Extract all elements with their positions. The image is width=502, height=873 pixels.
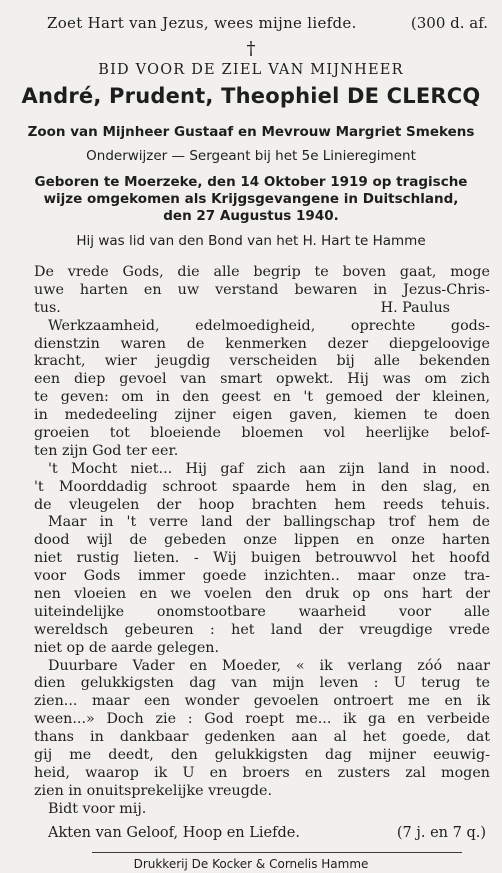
text-line: in mededeeling zijner eigen gaven, kiemen te doen [34,407,490,424]
membership-line: Hij was lid van den Bond van het H. Hart te Hamme [76,233,426,249]
text-line: heid, waarop ik U en broers en zusters zal mogen [34,764,490,781]
text-line: Werkzaamheid, edelmoedigheid, oprechte gods- [48,317,490,334]
text-line: 't Moorddadig schroot spaarde hem in den slag, en [34,478,490,495]
text-line-end: tus. [34,299,61,316]
text-line: een diep gevoel van smart opwekt. Hij was om zich [34,371,490,388]
text-line: gij me deedt, den gelukkigsten dag mijner eeuwig- [34,747,490,764]
text-line: zien in onuitsprekelijke vreugde. [34,782,273,799]
memorial-text [34,264,490,819]
text-line: Maar in 't verre land der ballingschap trof hem de [48,514,490,531]
acts-of-faith: Akten van Geloof, Hoop en Liefde. [48,825,300,841]
text-line: ten zijn God ter eer. [34,442,179,459]
divider [92,852,462,853]
text-line: niet op de aarde gelegen. [34,639,220,656]
parents-line: Zoon van Mijnheer Gustaaf en Mevrouw Margriet Smekens [27,124,475,140]
deceased-name: André, Prudent, Theophiel DE CLERCQ [21,84,481,108]
text-line: niet rustig lieten. - Wij buigen betrouwvol het hoofd [34,550,490,567]
text-line: zien... maar een wonder gevoelen ontroert me en ik [34,693,490,710]
text-line: Duurbare Vader en Moeder, « ik verlang zóó naar [48,657,490,674]
text-line: voor Gods immer goede inzichten.. maar onze tra- [34,568,490,585]
indulgence-note: (300 d. af. [410,14,488,32]
occupation-line: Onderwijzer — Sergeant bij het 5e Linieregiment [86,148,416,164]
text-line: uiteindelijke onomstootbare waarheid voor alle [34,603,490,620]
text-line: dienstzin waren de kenmerken dezer diepgeloovige [34,335,490,352]
text-line [34,300,490,318]
cross-icon: † [246,38,256,59]
text-line: dien gelukkigsten dag van mijn leven : U terug te [34,675,490,692]
prayer-request-title: BID VOOR DE ZIEL VAN MIJNHEER [98,62,404,78]
scripture-attribution: H. Paulus [380,299,450,316]
acts-indulgence: (7 j. en 7 q.) [396,825,486,841]
text-line: nen vloeien en we voelen den druk op ons hart der [34,586,490,603]
text-line: De vrede Gods, die alle begrip te boven gaat, moge [34,264,490,280]
text-line: te geven: om in den geest en 't gemoed der kleinen, [34,389,490,406]
birth-death-line-3: den 27 Augustus 1940. [163,208,339,224]
birth-death-line-1: Geboren te Moerzeke, den 14 Oktober 1919 op tragische [34,174,468,190]
text-line: de vleugelen der hoop brachten hem reeds tehuis. [34,496,490,513]
birth-death-line-2: wijze omgekomen als Krijgsgevangene in Duitschland, [43,191,459,207]
text-line: Bidt voor mij. [48,800,147,817]
text-line: thans in dankbaar gedenken aan al het goede, dat [34,729,490,746]
text-line: kracht, wier jeugdig verscheiden bij alle bekenden [34,353,490,370]
opening-prayer: Zoet Hart van Jezus, wees mijne liefde. [47,14,357,32]
printer-credit: Drukkerij De Kocker & Cornelis Hamme [133,857,369,871]
text-line: ween...» Doch zie : God roept me... ik ga en verbeide [34,711,490,728]
text-line: uwe harten en uw verstand bewaren in Jezus-Chris- [34,281,490,298]
text-line: groeien tot bloeiende bloemen vol heerlijke belof- [34,425,490,442]
text-line: wereldsch gebeuren : het land der vreugdige vrede [34,621,490,638]
text-line: dood wijl de gebeden onze lippen en onze harten [34,532,490,549]
text-line: 't Mocht niet... Hij gaf zich aan zijn land in nood. [48,460,490,477]
